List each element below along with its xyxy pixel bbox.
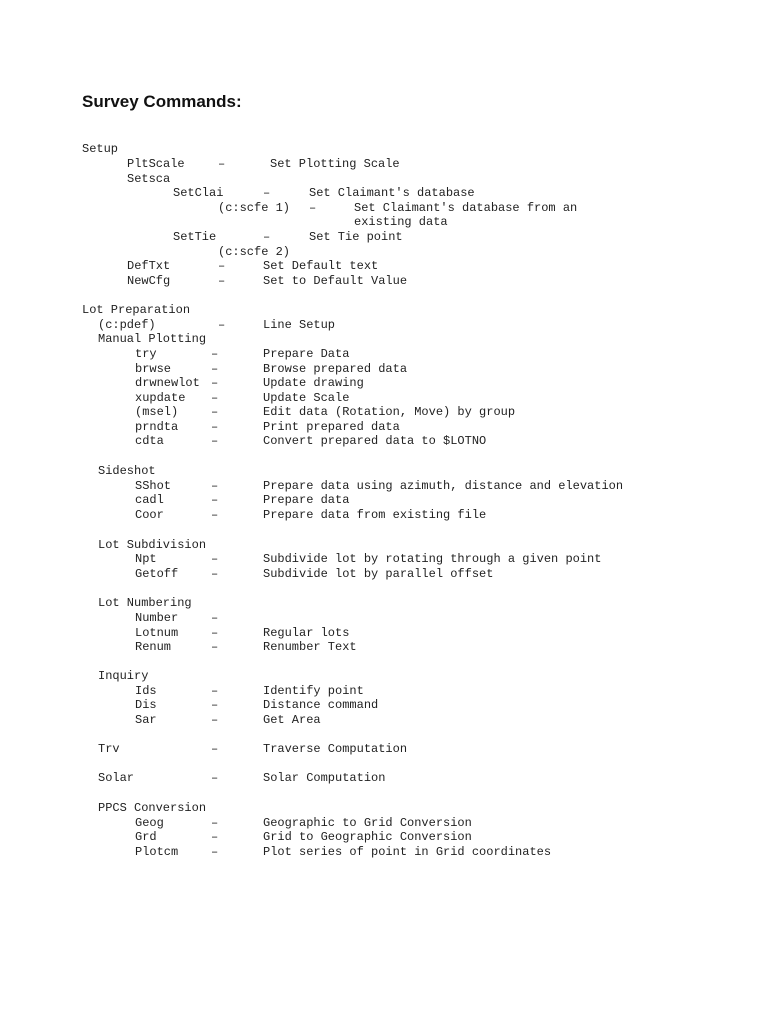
command-name: drwnewlot xyxy=(135,376,200,390)
command-description: Regular lots xyxy=(263,626,350,640)
command-name: Ids xyxy=(135,684,157,698)
dash: – xyxy=(211,611,219,625)
command-description: Set Claimant's database from an xyxy=(354,201,578,215)
command-name: (msel) xyxy=(135,405,179,419)
dash: – xyxy=(211,567,219,581)
dash: – xyxy=(211,362,219,376)
command-name: Number xyxy=(135,611,179,625)
subsection-heading-lot-numbering: Lot Numbering xyxy=(98,596,192,610)
command-name: Lotnum xyxy=(135,626,179,640)
dash: – xyxy=(211,493,219,507)
dash: – xyxy=(211,698,219,712)
command-description: Subdivide lot by rotating through a given point xyxy=(263,552,602,566)
dash: – xyxy=(211,420,219,434)
command-description: Renumber Text xyxy=(263,640,357,654)
command-description: Plot series of point in Grid coordinates xyxy=(263,845,552,859)
command-description: Print prepared data xyxy=(263,420,400,434)
subsection-heading-lot-subdivision: Lot Subdivision xyxy=(98,538,207,552)
command-description: Update Scale xyxy=(263,391,350,405)
dash: – xyxy=(263,230,271,244)
command-name: DefTxt xyxy=(127,259,171,273)
dash: – xyxy=(218,157,226,171)
command-description: Prepare data using azimuth, distance and elevation xyxy=(263,479,624,493)
dash: – xyxy=(211,479,219,493)
command-description: Update drawing xyxy=(263,376,364,390)
command-name: Sar xyxy=(135,713,157,727)
command-description: Traverse Computation xyxy=(263,742,408,756)
subsection-heading-sideshot: Sideshot xyxy=(98,464,156,478)
command-description: Set Claimant's database xyxy=(309,186,475,200)
command-name: Coor xyxy=(135,508,164,522)
section-heading-setup: Setup xyxy=(82,142,119,156)
command-name: Plotcm xyxy=(135,845,179,859)
command-name: Getoff xyxy=(135,567,179,581)
dash: – xyxy=(211,640,219,654)
command-name: PltScale xyxy=(127,157,185,171)
command-name: Dis xyxy=(135,698,157,712)
dash: – xyxy=(211,405,219,419)
dash: – xyxy=(211,508,219,522)
dash: – xyxy=(211,830,219,844)
dash: – xyxy=(218,318,226,332)
subsection-heading-ppcs-conversion: PPCS Conversion xyxy=(98,801,207,815)
command-name: Npt xyxy=(135,552,157,566)
command-description: Set Default text xyxy=(263,259,379,273)
command-name: cadl xyxy=(135,493,164,507)
dash: – xyxy=(211,845,219,859)
subsection-heading-manual-plotting: Manual Plotting xyxy=(98,332,207,346)
dash: – xyxy=(211,626,219,640)
command-name: Trv xyxy=(98,742,120,756)
command-description: Grid to Geographic Conversion xyxy=(263,830,472,844)
dash: – xyxy=(211,742,219,756)
dash: – xyxy=(211,684,219,698)
command-description: Get Area xyxy=(263,713,321,727)
command-description: Solar Computation xyxy=(263,771,386,785)
command-name: NewCfg xyxy=(127,274,171,288)
command-description: Prepare data from existing file xyxy=(263,508,487,522)
page-title: Survey Commands: xyxy=(82,92,242,111)
command-description: Convert prepared data to $LOTNO xyxy=(263,434,487,448)
command-name: Grd xyxy=(135,830,157,844)
dash: – xyxy=(263,186,271,200)
command-description: Set Plotting Scale xyxy=(270,157,400,171)
dash: – xyxy=(211,816,219,830)
section-heading-lot-preparation: Lot Preparation xyxy=(82,303,191,317)
subsection-heading-inquiry: Inquiry xyxy=(98,669,149,683)
dash: – xyxy=(211,347,219,361)
dash: – xyxy=(211,376,219,390)
command-description: Prepare Data xyxy=(263,347,350,361)
command-description: Geographic to Grid Conversion xyxy=(263,816,472,830)
command-name: Setsca xyxy=(127,172,171,186)
command-name: Geog xyxy=(135,816,164,830)
command-description: Subdivide lot by parallel offset xyxy=(263,567,494,581)
command-description: Distance command xyxy=(263,698,379,712)
dash: – xyxy=(211,434,219,448)
dash: – xyxy=(211,713,219,727)
dash: – xyxy=(211,391,219,405)
command-description: Set Tie point xyxy=(309,230,403,244)
command-name: Renum xyxy=(135,640,172,654)
dash: – xyxy=(211,771,219,785)
command-name: SShot xyxy=(135,479,172,493)
command-name: (c:scfe 2) xyxy=(218,245,291,259)
dash: – xyxy=(218,274,226,288)
command-name: (c:pdef) xyxy=(98,318,156,332)
command-name: xupdate xyxy=(135,391,186,405)
dash: – xyxy=(218,259,226,273)
command-description: Line Setup xyxy=(263,318,336,332)
dash: – xyxy=(211,552,219,566)
command-name: SetTie xyxy=(173,230,217,244)
command-description: Prepare data xyxy=(263,493,350,507)
command-name: brwse xyxy=(135,362,172,376)
command-description: existing data xyxy=(354,215,448,229)
command-name: Solar xyxy=(98,771,135,785)
command-description: Identify point xyxy=(263,684,364,698)
command-description: Edit data (Rotation, Move) by group xyxy=(263,405,516,419)
dash: – xyxy=(309,201,317,215)
command-name: SetClai xyxy=(173,186,224,200)
command-name: prndta xyxy=(135,420,179,434)
command-name: try xyxy=(135,347,157,361)
command-description: Browse prepared data xyxy=(263,362,408,376)
command-name: cdta xyxy=(135,434,164,448)
command-name: (c:scfe 1) xyxy=(218,201,291,215)
command-description: Set to Default Value xyxy=(263,274,408,288)
